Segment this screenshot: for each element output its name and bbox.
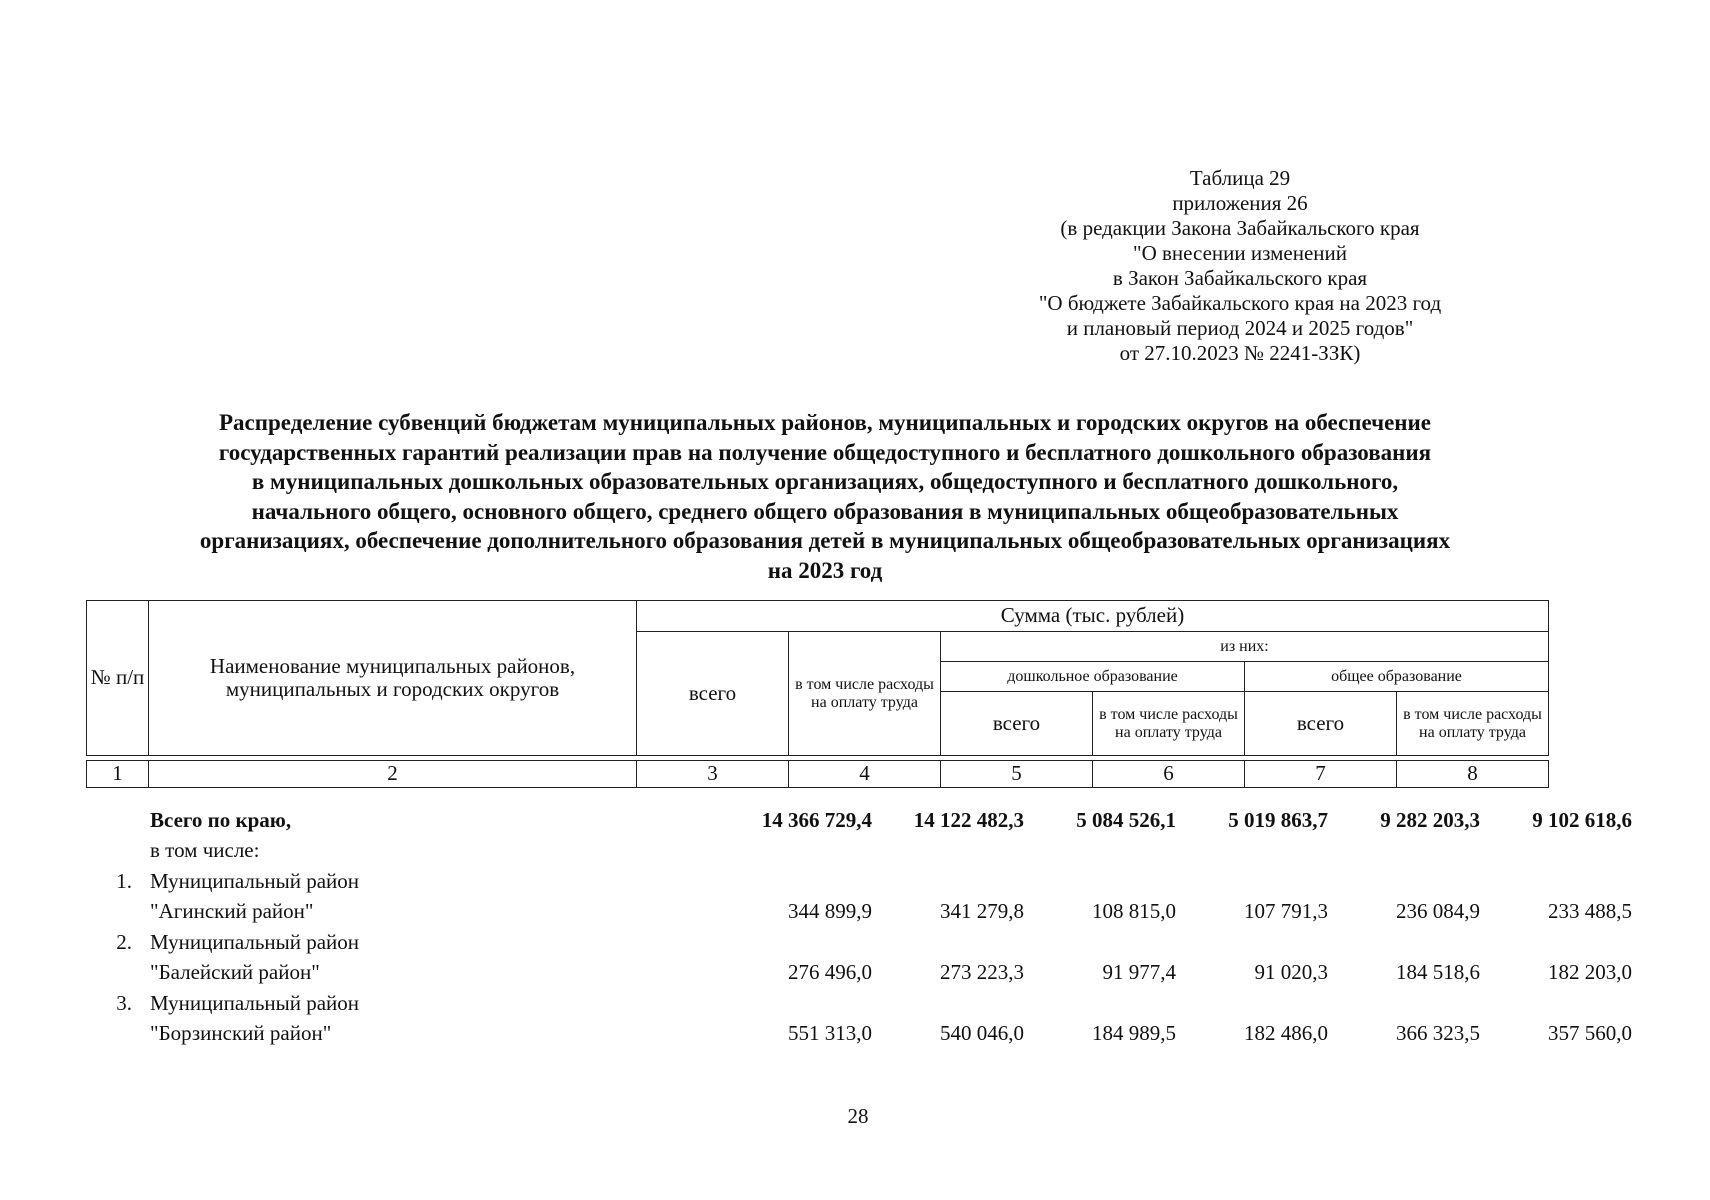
row-number: 3. [116,991,132,1015]
header-line: Таблица 29 [1189,166,1291,190]
col-header-general-salary: в том числе расходы на оплату труда [1397,692,1549,756]
document-title [80,408,1570,585]
row-value: 540 046,0 [940,1021,1024,1045]
col-header-total-salary: в том числе расходы на оплату труда [789,632,941,756]
column-index: 4 [789,761,941,788]
page-number: 28 [847,1104,869,1128]
title-line: начального общего, основного общего, среднего общего образования в муниципальных общеобразовательных [251,498,1399,524]
column-index: 3 [637,761,789,788]
header-line: "О внесении изменений [1133,241,1347,265]
row-value: 551 313,0 [788,1021,872,1045]
row-value: 184 989,5 [1092,1021,1176,1045]
row-number: 1. [116,869,132,893]
title-line: организациях, обеспечение дополнительного образования детей в муниципальных общеобразовательных организациях [199,528,1451,553]
title-line: на 2023 год [767,557,883,583]
row-value: 366 323,5 [1396,1021,1480,1045]
header-line: (в редакции Закона Забайкальского края [1060,216,1420,240]
row-value: 108 815,0 [1092,899,1176,923]
col-header-sum: Сумма (тыс. рублей) [637,601,1549,632]
column-index-row [87,761,1549,788]
row-name: "Борзинский район" [150,1021,332,1045]
totals-value: 14 122 482,3 [913,808,1024,832]
row-name: Муниципальный район [150,869,360,893]
header-line: и плановый период 2024 и 2025 годов" [1066,316,1414,340]
col-header-preschool-total: всего [941,692,1093,756]
totals-value: 9 282 203,3 [1380,808,1480,832]
header-line: "О бюджете Забайкальского края на 2023 год [1038,291,1442,315]
totals-label: Всего по краю, [150,808,292,832]
col-header-of-them: из них: [941,632,1549,662]
row-value: 341 279,8 [940,899,1024,923]
column-index: 5 [941,761,1093,788]
row-name: Муниципальный район [150,991,360,1015]
totals-value: 5 084 526,1 [1076,808,1176,832]
row-value: 233 488,5 [1548,899,1632,923]
header-block [1000,166,1480,366]
budget-table-header [86,600,1549,788]
col-header-general-total: всего [1245,692,1397,756]
row-name: "Агинский район" [150,899,314,923]
header-line: приложения 26 [1172,191,1308,215]
row-value: 182 203,0 [1548,960,1632,984]
column-index: 7 [1245,761,1397,788]
totals-value: 5 019 863,7 [1228,808,1328,832]
row-value: 273 223,3 [940,960,1024,984]
col-header-preschool: дошкольное образование [941,662,1245,692]
row-value: 236 084,9 [1396,899,1480,923]
column-index: 1 [87,761,149,788]
row-value: 357 560,0 [1548,1021,1632,1045]
row-value: 107 791,3 [1244,899,1328,923]
row-number: 2. [116,930,132,954]
row-value: 91 020,3 [1254,960,1328,984]
row-value: 276 496,0 [788,960,872,984]
row-name: Муниципальный район [150,930,360,954]
sub-label: в том числе: [150,838,260,862]
row-value: 182 486,0 [1244,1021,1328,1045]
column-index: 6 [1093,761,1245,788]
title-line: Распределение субвенций бюджетам муниципальных районов, муниципальных и городских округов на обеспечение [218,410,1432,435]
row-value: 91 977,4 [1102,960,1176,984]
header-line: в Закон Забайкальского края [1112,266,1368,290]
row-name: "Балейский район" [150,960,320,984]
row-value: 344 899,9 [788,899,872,923]
column-index: 2 [149,761,637,788]
col-header-preschool-salary: в том числе расходы на оплату труда [1093,692,1245,756]
column-index: 8 [1397,761,1549,788]
col-header-number: № п/п [87,601,149,756]
col-header-total: всего [637,632,789,756]
totals-value: 14 366 729,4 [761,808,872,832]
row-value: 184 518,6 [1396,960,1480,984]
header-line: от 27.10.2023 № 2241-ЗЗК) [1119,341,1361,365]
title-line: в муниципальных дошкольных образовательных организациях, общедоступного и бесплатного дошкольного, [251,469,1399,494]
totals-value: 9 102 618,6 [1532,808,1632,832]
col-header-general: общее образование [1245,662,1549,692]
title-line: государственных гарантий реализации прав на получение общедоступного и бесплатного дошкольного образования [218,439,1432,465]
col-header-name: Наименование муниципальных районов, муниципальных и городских округов [149,601,637,756]
